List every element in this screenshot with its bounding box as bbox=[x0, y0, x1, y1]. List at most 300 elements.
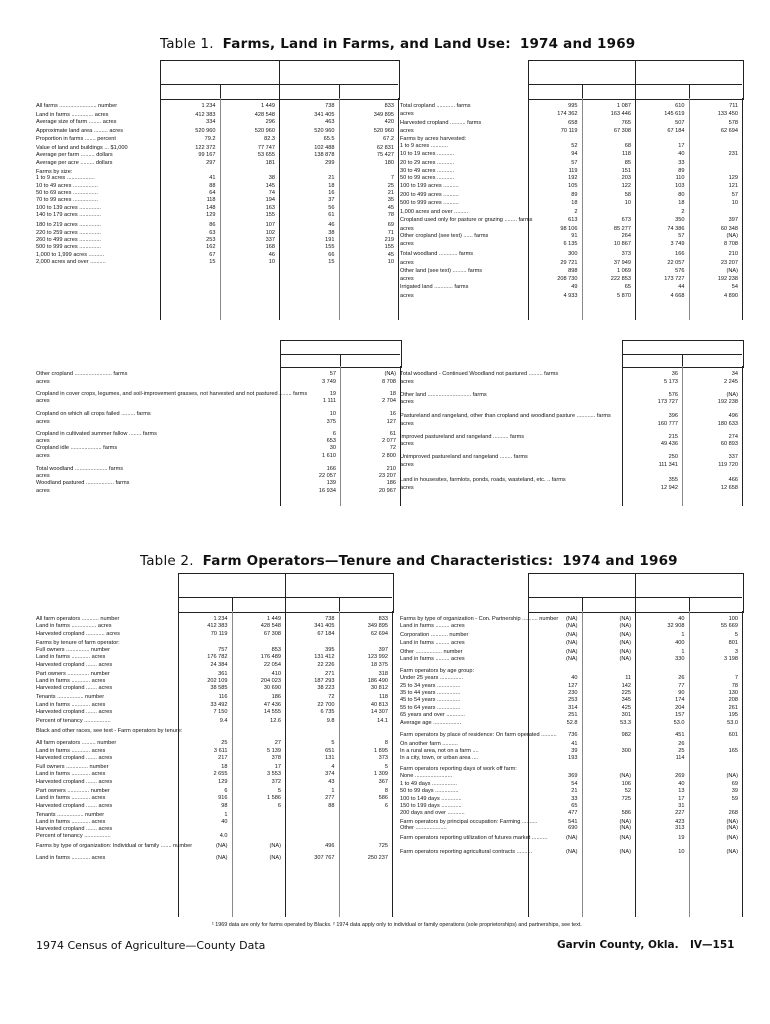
cell-value: 168 bbox=[265, 244, 275, 251]
cell-value: 33 bbox=[571, 795, 578, 802]
cell-value: 61 bbox=[328, 212, 335, 219]
table-row bbox=[400, 697, 742, 704]
cell-value: 66 bbox=[328, 251, 335, 258]
cell-value: 5 870 bbox=[617, 292, 631, 299]
row-label: acres bbox=[400, 399, 414, 406]
cell-value: (NA) bbox=[216, 855, 228, 862]
cell-value: 230 bbox=[568, 690, 578, 696]
row-label: All farm operators ......... number bbox=[36, 740, 117, 747]
header-divider bbox=[528, 84, 742, 85]
cell-value: 90 bbox=[678, 690, 685, 696]
cell-value: 412 383 bbox=[207, 623, 228, 630]
table-row bbox=[36, 259, 398, 266]
cell-value: 16 934 bbox=[318, 487, 336, 494]
cell-value: 916 bbox=[218, 795, 228, 802]
cell-value: 122 bbox=[621, 183, 631, 190]
row-label: All farm operators ........... number bbox=[36, 616, 120, 622]
cell-value: 2 bbox=[574, 208, 578, 215]
row-label: Farm operators reporting utilization of futures market .......... bbox=[400, 835, 548, 842]
cell-value: 41 bbox=[209, 175, 216, 182]
table-row bbox=[400, 175, 742, 182]
cell-value: 157 bbox=[675, 712, 685, 719]
cell-value: 138 878 bbox=[314, 152, 335, 159]
table2-heading: Farm Operators—Tenure and Characteristics: bbox=[202, 553, 554, 569]
cell-value: 765 bbox=[621, 119, 631, 126]
cell-value: 5 bbox=[734, 632, 738, 639]
cell-value: 21 bbox=[328, 175, 335, 182]
cell-value: 25 bbox=[678, 748, 685, 754]
cell-value: 601 bbox=[728, 731, 738, 738]
cell-value: 204 bbox=[675, 704, 685, 711]
cell-value: 2 bbox=[681, 208, 685, 215]
cell-value: 11 bbox=[625, 675, 631, 682]
row-label: acres bbox=[400, 462, 414, 468]
row-label: Tenants ................. number bbox=[36, 694, 105, 701]
table-row bbox=[400, 649, 742, 656]
cell-value: 57 bbox=[678, 232, 685, 239]
row-label: 260 to 499 acres .............. bbox=[36, 236, 101, 243]
cell-value: 264 bbox=[621, 232, 631, 239]
cell-value: 9.8 bbox=[326, 718, 335, 725]
cell-value: 40 bbox=[678, 616, 685, 622]
row-label: Corporation ........... number bbox=[400, 632, 469, 639]
cell-value: 110 bbox=[675, 175, 685, 181]
cell-value: 54 bbox=[731, 284, 738, 291]
cell-value: 100 bbox=[728, 616, 738, 622]
cell-value: 65.5 bbox=[323, 135, 335, 142]
row-label: Harvested cropland ....... acres bbox=[36, 685, 113, 692]
row-label: Land in farms ................ acres bbox=[36, 623, 112, 630]
cell-value: 74 bbox=[268, 189, 275, 196]
cell-value: 725 bbox=[621, 795, 631, 802]
cell-value: 6 bbox=[277, 802, 281, 809]
cell-value: 106 bbox=[621, 780, 631, 787]
cell-value: (NA) bbox=[619, 819, 631, 826]
cell-value: 12 658 bbox=[720, 484, 738, 491]
row-label: 1,000 to 1,999 acres .......... bbox=[36, 251, 105, 258]
cell-value: 60 348 bbox=[720, 225, 738, 232]
cell-value: 1 234 bbox=[201, 103, 216, 109]
cell-value: 176 489 bbox=[260, 654, 281, 661]
column-rule bbox=[742, 98, 743, 320]
cell-value: 3 749 bbox=[322, 378, 336, 385]
table-row bbox=[400, 226, 742, 233]
table-row bbox=[400, 399, 742, 406]
row-label: None ........................ bbox=[400, 773, 453, 780]
table-row bbox=[36, 197, 398, 204]
cell-value: 271 bbox=[325, 670, 335, 677]
row-label: Farm operators by principal occupation: Farming .......... bbox=[400, 819, 538, 826]
cell-value: (NA) bbox=[619, 623, 631, 630]
cell-value: 121 bbox=[728, 183, 738, 190]
row-label: Farms by type of organization: Individual or family ....... number bbox=[36, 843, 193, 850]
table-row bbox=[36, 616, 392, 623]
cell-value: (NA) bbox=[726, 849, 738, 856]
row-label: Under 25 years ............... bbox=[400, 675, 464, 682]
cell-value: 496 bbox=[728, 413, 738, 420]
cell-value: 33 492 bbox=[210, 701, 228, 708]
cell-value: 26 bbox=[678, 740, 685, 747]
cell-value: 520 960 bbox=[373, 128, 394, 135]
row-label: 1 to 9 acres ........... bbox=[400, 143, 448, 149]
cell-value: 355 bbox=[668, 477, 678, 483]
cell-value: 67 bbox=[209, 251, 216, 258]
table-row bbox=[400, 705, 742, 712]
cell-value: 77 bbox=[678, 682, 685, 689]
cell-value: (NA) bbox=[566, 656, 578, 663]
cell-value: 131 412 bbox=[314, 654, 335, 661]
table-row bbox=[36, 119, 398, 126]
cell-value: 613 bbox=[568, 217, 578, 224]
cell-value: 38 223 bbox=[317, 685, 335, 692]
cell-value: 1 895 bbox=[374, 747, 388, 754]
table-row bbox=[36, 694, 392, 701]
row-label: 140 to 179 acres .............. bbox=[36, 212, 101, 219]
cell-value: (NA) bbox=[619, 835, 631, 842]
cell-value: 57 bbox=[329, 371, 336, 377]
cell-value: 24 384 bbox=[210, 661, 228, 668]
table-row bbox=[36, 812, 392, 819]
cell-value: 7 bbox=[390, 175, 394, 182]
row-label: Land in farms ............ acres bbox=[36, 678, 106, 684]
table-row bbox=[36, 160, 398, 167]
cell-value: 3 749 bbox=[670, 241, 685, 248]
cell-value: 43 bbox=[328, 778, 335, 785]
cell-value: 318 bbox=[378, 670, 388, 677]
row-label: 500 to 999 acres .......... bbox=[400, 200, 459, 207]
cell-value: 4 bbox=[331, 764, 335, 770]
row-label: Full owners ............... number bbox=[36, 646, 110, 653]
cell-value: 122 372 bbox=[195, 144, 216, 151]
cell-value: 22 700 bbox=[317, 701, 335, 708]
cell-value: 181 bbox=[265, 159, 275, 166]
cell-value: 578 bbox=[728, 119, 738, 126]
cell-value: 194 bbox=[265, 197, 275, 204]
table-row bbox=[36, 631, 392, 638]
table-row bbox=[400, 788, 742, 795]
cell-value: 34 bbox=[731, 371, 738, 377]
table-row bbox=[36, 764, 392, 771]
table-row bbox=[36, 145, 398, 152]
cell-value: 277 bbox=[325, 795, 335, 802]
row-label: Land in farms ............ acres bbox=[36, 795, 106, 802]
row-label: 65 years and over ............ bbox=[400, 712, 465, 719]
cell-value: 35 bbox=[387, 197, 394, 204]
cell-value: 8 bbox=[384, 787, 388, 794]
cell-value: 174 362 bbox=[557, 111, 578, 118]
table-row bbox=[400, 748, 742, 755]
row-label: Approximate land area ......... acres bbox=[36, 128, 124, 135]
cell-value: 41 bbox=[571, 740, 578, 747]
row-label: Harvested cropland ....... acres bbox=[36, 755, 113, 761]
row-label: 70 to 99 acres ................ bbox=[36, 197, 98, 204]
table-row bbox=[36, 671, 392, 678]
cell-value: 397 bbox=[728, 217, 738, 224]
cell-value: 373 bbox=[621, 251, 631, 258]
table-row bbox=[400, 241, 742, 248]
cell-value: 25 bbox=[387, 182, 394, 189]
row-label: 500 to 999 acres .............. bbox=[36, 244, 101, 251]
column-rule bbox=[742, 366, 743, 506]
table1-right_rows-header-box bbox=[528, 60, 744, 100]
cell-value: 68 bbox=[624, 143, 631, 149]
cell-value: 423 bbox=[675, 819, 685, 826]
cell-value: 192 bbox=[568, 175, 578, 181]
cell-value: 88 bbox=[328, 802, 335, 809]
row-label: 55 to 64 years ............... bbox=[400, 704, 461, 711]
cell-value: 231 bbox=[728, 151, 738, 158]
cell-value: 6 735 bbox=[320, 709, 335, 716]
table-row bbox=[400, 392, 742, 399]
row-label: acres bbox=[400, 259, 414, 266]
table-row bbox=[36, 819, 392, 826]
cell-value: 163 446 bbox=[610, 111, 631, 118]
row-label: Other .................... bbox=[400, 825, 447, 832]
cell-value: 129 bbox=[728, 175, 738, 181]
row-label: Land in farms ............ acres bbox=[36, 654, 106, 661]
cell-value: 367 bbox=[378, 778, 388, 785]
row-label: In a rural area, not on a farm .... bbox=[400, 748, 479, 754]
table-row bbox=[400, 200, 742, 207]
cell-value: 296 bbox=[265, 119, 275, 126]
table-row bbox=[400, 454, 742, 461]
row-label: 180 to 219 acres .............. bbox=[36, 222, 101, 229]
cell-value: 67 308 bbox=[263, 630, 281, 637]
table-row bbox=[36, 411, 400, 418]
cell-value: 5 bbox=[277, 787, 281, 794]
cell-value: 99 167 bbox=[198, 152, 216, 159]
row-label: Percent of tenancy ................. bbox=[36, 833, 111, 840]
cell-value: 130 bbox=[728, 690, 738, 696]
cell-value: 5 bbox=[384, 764, 388, 770]
cell-value: 4 668 bbox=[670, 292, 685, 299]
cell-value: 725 bbox=[378, 843, 388, 850]
cell-value: 6 135 bbox=[563, 241, 578, 248]
cell-value: 2 077 bbox=[382, 438, 396, 444]
cell-value: 18 bbox=[678, 200, 685, 207]
row-label: acres bbox=[36, 378, 50, 385]
row-label: Harvested cropland .......... farms bbox=[400, 119, 482, 126]
cell-value: 21 bbox=[387, 189, 394, 196]
table-row bbox=[36, 488, 400, 495]
table-row bbox=[400, 209, 742, 216]
row-label: 200 days and over ........... bbox=[400, 810, 465, 817]
cell-value: 225 bbox=[621, 690, 631, 696]
cell-value: 111 341 bbox=[658, 462, 678, 468]
row-label: Percent of tenancy ................. bbox=[36, 718, 111, 725]
table-row bbox=[400, 712, 742, 719]
column-rule bbox=[742, 611, 743, 917]
table-row bbox=[400, 668, 742, 675]
table-row bbox=[400, 371, 742, 378]
table-row bbox=[36, 771, 392, 778]
cell-value: 31 bbox=[678, 803, 685, 809]
row-label: Average per farm ......... dollars bbox=[36, 152, 113, 159]
table-row bbox=[36, 419, 400, 426]
cell-value: 5 bbox=[331, 740, 335, 747]
row-label: acres bbox=[400, 292, 414, 299]
cell-value: 1 069 bbox=[617, 267, 631, 274]
cell-value: 98 bbox=[221, 802, 228, 809]
header-divider bbox=[635, 60, 636, 98]
cell-value: 102 488 bbox=[314, 144, 335, 151]
cell-value: 6 bbox=[332, 430, 336, 437]
cell-value: 186 490 bbox=[367, 678, 388, 684]
cell-value: 15 bbox=[328, 259, 335, 266]
row-label: Cropland idle .................... farms bbox=[36, 445, 118, 451]
table-row bbox=[36, 379, 400, 386]
cell-value: 155 bbox=[384, 244, 394, 251]
cell-value: 32 908 bbox=[667, 623, 685, 630]
cell-value: 155 bbox=[265, 212, 275, 219]
table-row bbox=[400, 835, 742, 842]
cell-value: 155 bbox=[325, 244, 335, 251]
cell-value: (NA) bbox=[566, 616, 578, 622]
row-label: acres bbox=[400, 484, 414, 491]
table2-footnote: ¹ 1969 data are only for farms operated by Blacks. ² 1974 data apply only to individual or family operations (sole proprietorships) and partnerships, see text. bbox=[212, 922, 582, 928]
cell-value: 118 bbox=[206, 197, 216, 204]
row-label: 150 to 199 days ............. bbox=[400, 803, 462, 809]
row-label: 1 to 9 acres .................. bbox=[36, 175, 95, 182]
cell-value: 67 184 bbox=[667, 128, 685, 135]
cell-value: 853 bbox=[271, 646, 281, 653]
column-rule bbox=[398, 98, 399, 320]
row-label: Land in farms ............ acres bbox=[36, 819, 106, 825]
row-label: Total cropland ............ farms bbox=[400, 103, 471, 109]
cell-value: 349 895 bbox=[367, 623, 388, 630]
cell-value: 71 bbox=[387, 229, 394, 236]
row-label: Farms by type of organization - Con. Partnership .......... number bbox=[400, 616, 559, 622]
row-label: acres bbox=[400, 378, 414, 385]
table-row bbox=[400, 379, 742, 386]
table-row bbox=[36, 748, 392, 755]
row-label: Other cropland (see text) ...... farms bbox=[400, 232, 489, 239]
table-row bbox=[400, 640, 742, 647]
row-label: Irrigated land ............ farms bbox=[400, 284, 469, 291]
cell-value: 18 bbox=[328, 182, 335, 189]
table-row bbox=[400, 849, 742, 856]
table-row bbox=[400, 276, 742, 283]
table-row bbox=[400, 151, 742, 158]
cell-value: 94 bbox=[571, 151, 578, 158]
cell-value: 995 bbox=[568, 103, 578, 109]
cell-value: 274 bbox=[728, 433, 738, 440]
cell-value: 1 586 bbox=[267, 795, 281, 802]
cell-value: 268 bbox=[728, 810, 738, 817]
cell-value: 79.2 bbox=[204, 135, 216, 142]
cell-value: (NA) bbox=[566, 849, 578, 856]
cell-value: 160 777 bbox=[657, 420, 678, 427]
cell-value: (NA) bbox=[384, 371, 396, 377]
table1-heading: Farms, Land in Farms, and Land Use: bbox=[222, 36, 511, 52]
cell-value: 337 bbox=[728, 454, 738, 461]
cell-value: (NA) bbox=[726, 267, 738, 274]
cell-value: (NA) bbox=[726, 773, 738, 780]
row-label: Part owners .............. number bbox=[36, 670, 110, 677]
cell-value: 690 bbox=[568, 825, 578, 832]
cell-value: 59 bbox=[731, 795, 738, 802]
cell-value: 10 bbox=[624, 200, 631, 207]
table-row bbox=[400, 683, 742, 690]
table-row bbox=[400, 421, 742, 428]
cell-value: 162 bbox=[206, 244, 216, 251]
cell-value: 673 bbox=[621, 217, 631, 224]
row-label: acres bbox=[36, 473, 50, 479]
cell-value: 62 694 bbox=[720, 128, 738, 135]
row-label: 1,000 acres and over ......... bbox=[400, 208, 469, 215]
cell-value: 52 bbox=[624, 788, 631, 795]
table-row bbox=[400, 183, 742, 190]
cell-value: 45 bbox=[387, 251, 394, 258]
table-row bbox=[400, 462, 742, 469]
table-row bbox=[400, 192, 742, 199]
cell-value: 102 bbox=[265, 229, 275, 236]
cell-value: 105 bbox=[568, 183, 578, 190]
cell-value: 67.2 bbox=[383, 135, 394, 142]
row-label: In a city, town, or urban area .... bbox=[400, 755, 479, 762]
row-label: All farms ........................ number bbox=[36, 103, 118, 109]
cell-value: 217 bbox=[218, 755, 228, 761]
cell-value: 3 198 bbox=[724, 656, 738, 663]
row-label: acres bbox=[36, 438, 50, 444]
cell-value: (NA) bbox=[619, 632, 631, 639]
row-label: acres bbox=[400, 276, 414, 283]
row-label: Farm operators reporting agricultural contracts .......... bbox=[400, 849, 533, 856]
cell-value: 22 057 bbox=[667, 259, 685, 266]
table-row bbox=[36, 833, 392, 840]
header-divider bbox=[279, 60, 280, 98]
cell-value: 982 bbox=[621, 731, 631, 738]
cell-value: 53.0 bbox=[727, 719, 738, 726]
cell-value: 103 bbox=[675, 183, 685, 190]
cell-value: 9.4 bbox=[219, 718, 228, 725]
cell-value: 89 bbox=[571, 191, 578, 198]
cell-value: 428 548 bbox=[260, 623, 281, 630]
cell-value: 40 bbox=[678, 151, 685, 158]
cell-value: 1 449 bbox=[267, 616, 281, 622]
cell-value: 4.0 bbox=[219, 833, 228, 840]
cell-value: 30 812 bbox=[370, 685, 388, 692]
row-label: Land in farms ............ acres bbox=[36, 855, 106, 862]
cell-value: 65 bbox=[571, 803, 578, 809]
cell-value: 70 119 bbox=[560, 128, 578, 135]
table-row bbox=[400, 732, 742, 739]
cell-value: 75 427 bbox=[376, 152, 394, 159]
table-row bbox=[36, 843, 392, 850]
table-row bbox=[36, 685, 392, 692]
table-row bbox=[36, 855, 392, 862]
row-label: acres bbox=[400, 225, 414, 232]
cell-value: 507 bbox=[675, 119, 685, 126]
cell-value: 77 747 bbox=[257, 144, 275, 151]
cell-value: 13 bbox=[678, 788, 685, 795]
cell-value: 14.1 bbox=[377, 718, 388, 725]
row-label: Land in farms ............ acres bbox=[36, 701, 106, 708]
cell-value: 420 bbox=[384, 119, 394, 126]
table1-number: Table 1. bbox=[160, 36, 214, 52]
table-row bbox=[400, 268, 742, 275]
cell-value: 5 173 bbox=[664, 378, 678, 385]
cell-value: 10 bbox=[329, 411, 336, 417]
row-label: Land in farms ......... acres bbox=[400, 656, 465, 663]
table-row bbox=[36, 473, 400, 480]
header-divider bbox=[582, 84, 583, 98]
cell-value: 62 694 bbox=[370, 630, 388, 637]
table-row bbox=[36, 480, 400, 487]
table-row bbox=[36, 112, 398, 119]
cell-value: 63 bbox=[209, 229, 216, 236]
table-row bbox=[36, 709, 392, 716]
